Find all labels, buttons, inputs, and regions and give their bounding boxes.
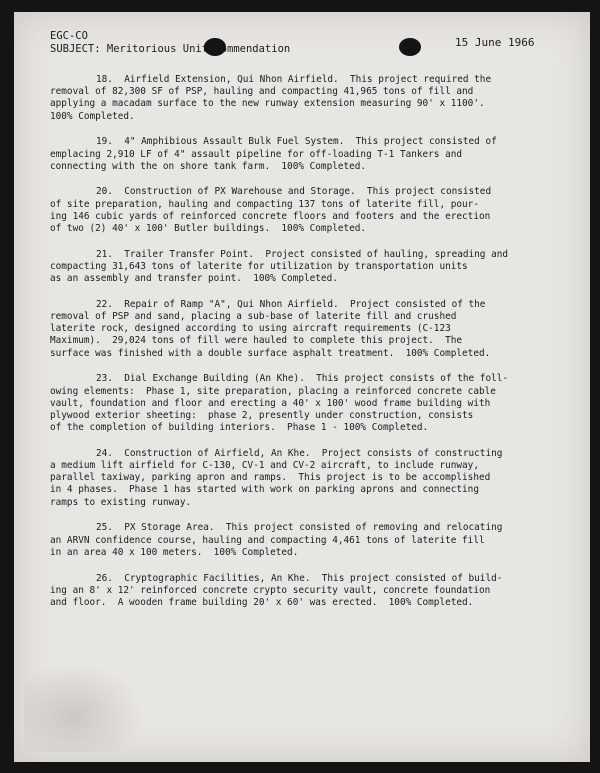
paragraph-item [50, 522, 570, 559]
paragraph-line: laterite rock, designed according to using aircraft requirements (C-123 [50, 323, 451, 335]
paragraph-line: of the completion of building interiors. Phase 1 - 100% Completed. [50, 422, 429, 434]
office-code: EGC-CO [50, 30, 88, 42]
paragraph-line: surface was finished with a double surface asphalt treatment. 100% Completed. [50, 347, 491, 359]
paragraph-item [50, 74, 570, 123]
paragraph-line: 25. PX Storage Area. This project consisted of removing and relocating [96, 522, 503, 534]
paragraph-line: ramps to existing runway. [50, 496, 192, 508]
paragraph-line: 22. Repair of Ramp "A", Qui Nhon Airfield. Project consisted of the [96, 298, 486, 310]
paragraph-item [50, 136, 570, 173]
paragraph-line: 23. Dial Exchange Building (An Khe). This project consists of the foll- [96, 373, 509, 385]
memo-date: 15 June 1966 [455, 36, 535, 49]
paragraph-line: a medium lift airfield for C-130, CV-1 and CV-2 aircraft, to include runway, [50, 460, 479, 472]
subject-line: SUBJECT: Meritorious Unit Commendation [50, 43, 291, 55]
paragraph-line: ing 146 cubic yards of reinforced concrete floors and footers and the erection [50, 210, 491, 222]
memo-body [50, 74, 570, 623]
memo-header [50, 30, 290, 56]
paragraph-line: emplacing 2,910 LF of 4" assault pipeline for off-loading T-1 Tankers and [50, 148, 463, 160]
paragraph-line: 19. 4" Amphibious Assault Bulk Fuel System. This project consisted of [96, 136, 497, 148]
paragraph-line: 18. Airfield Extension, Qui Nhon Airfield. This project required the [96, 74, 492, 85]
paragraph-item [50, 573, 570, 610]
paragraph-item [50, 373, 570, 434]
paragraph-line: of two (2) 40' x 100' Butler buildings. 100% Completed. [50, 223, 367, 235]
paragraph-line: ing an 8' x 12' reinforced concrete crypto security vault, concrete foundation [50, 584, 491, 596]
paragraph-line: Maximum). 29,024 tons of fill were hauled to complete this project. The [50, 335, 463, 347]
punch-hole-right [399, 38, 421, 56]
paragraph-line: in 4 phases. Phase 1 has started with work on parking aprons and connecting [50, 484, 479, 496]
paragraph-item [50, 186, 570, 235]
paragraph-line: 24. Construction of Airfield, An Khe. Project consists of constructing [96, 447, 503, 459]
paragraph-line: applying a macadam surface to the new runway extension measuring 90' x 1100'. [50, 98, 485, 110]
paragraph-line: in an area 40 x 100 meters. 100% Completed. [50, 546, 299, 558]
paragraph-line: 20. Construction of PX Warehouse and Storage. This project consisted [96, 186, 492, 198]
paragraph-line: an ARVN confidence course, hauling and compacting 4,461 tons of laterite fill [50, 534, 485, 546]
paragraph-line: 21. Trailer Transfer Point. Project consisted of hauling, spreading and [96, 248, 509, 260]
paragraph-line: owing elements: Phase 1, site preparation, placing a reinforced concrete cable [50, 385, 496, 397]
paragraph-line: connecting with the on shore tank farm. 100% Completed. [50, 160, 367, 172]
paragraph-item [50, 299, 570, 360]
paragraph-line: of site preparation, hauling and compacting 137 tons of laterite fill, pour- [50, 198, 479, 210]
paragraph-line: parallel taxiway, parking apron and ramps. This project is to be accomplished [50, 472, 491, 484]
paragraph-line: plywood exterior sheeting: phase 2, presently under construction, consists [50, 409, 474, 421]
paragraph-line: compacting 31,643 tons of laterite for utilization by transportation units [50, 260, 468, 272]
paragraph-line: 100% Completed. [50, 110, 135, 122]
paragraph-item [50, 448, 570, 509]
paragraph-line: as an assembly and transfer point. 100% Completed. [50, 273, 338, 285]
paragraph-item [50, 249, 570, 286]
paper-stain [24, 662, 144, 752]
paragraph-line: removal of PSP and sand, placing a sub-base of laterite fill and crushed [50, 311, 457, 323]
paragraph-line: vault, foundation and floor and erecting a 40' x 100' wood frame building with [50, 397, 491, 409]
paragraph-line: removal of 82,300 SF of PSP, hauling and compacting 41,965 tons of fill and [50, 86, 474, 98]
paragraph-line: 26. Cryptographic Facilities, An Khe. This project consisted of build- [96, 572, 503, 584]
paragraph-line: and floor. A wooden frame building 20' x 60' was erected. 100% Completed. [50, 596, 474, 608]
